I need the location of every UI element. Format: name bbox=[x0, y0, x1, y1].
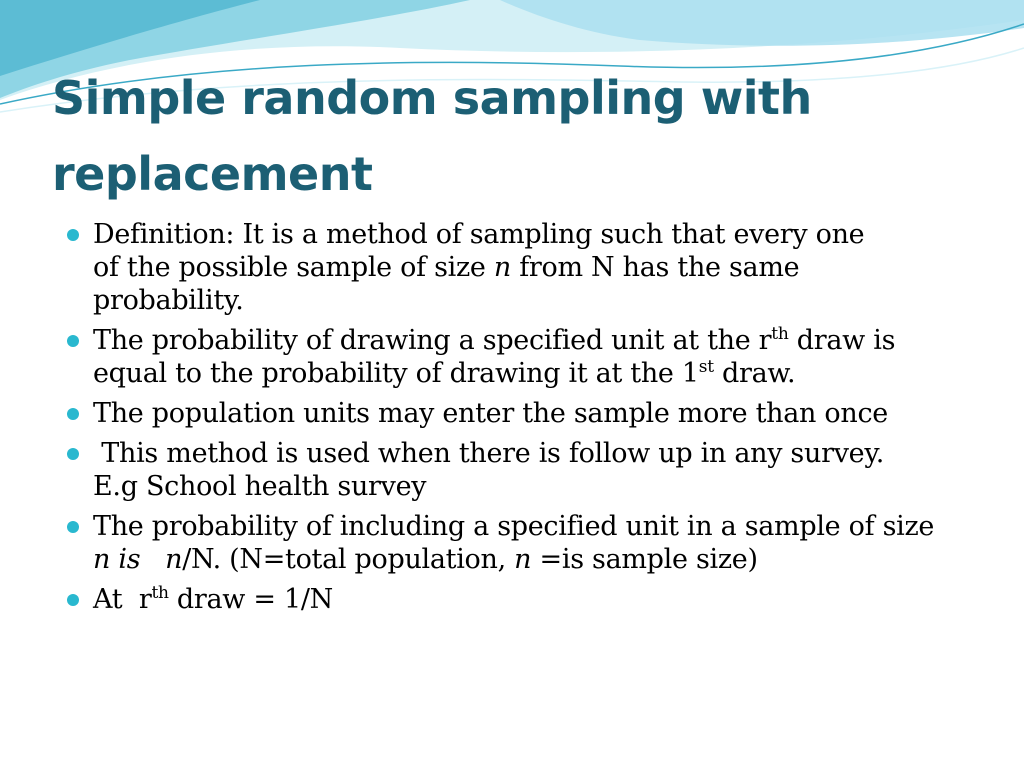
title-line-1: Simple random sampling with bbox=[52, 71, 812, 125]
italic-n: n bbox=[514, 544, 532, 575]
bullet-item-draw-probability bbox=[66, 324, 966, 390]
bullet-text: Definition: It is a method of sampling such that every one bbox=[93, 219, 865, 250]
bullet-text: draw is equal to the probability of drawing it at the 1 bbox=[93, 325, 896, 389]
bullet-text: /N. (N=total population, bbox=[182, 544, 515, 575]
superscript: th bbox=[771, 324, 789, 344]
bullet-item-definition bbox=[66, 218, 966, 317]
bullet-text: from N has the same bbox=[510, 252, 800, 283]
italic-n: n bbox=[493, 252, 511, 283]
bullet-icon bbox=[67, 521, 79, 533]
bullet-icon bbox=[67, 335, 79, 347]
bullet-list bbox=[66, 218, 966, 623]
bullet-icon bbox=[67, 408, 79, 420]
bullet-text: E.g School health survey bbox=[93, 471, 427, 502]
bullet-item-population-units bbox=[66, 397, 966, 430]
title-line-2: replacement bbox=[52, 147, 373, 201]
bullet-icon bbox=[67, 448, 79, 460]
bullet-text: The population units may enter the sample more than once bbox=[93, 398, 888, 429]
superscript: st bbox=[698, 357, 714, 377]
bullet-text: probability. bbox=[93, 285, 244, 316]
bullet-text: draw. bbox=[713, 358, 796, 389]
bullet-text: of the possible sample of size bbox=[93, 252, 494, 283]
bullet-icon bbox=[67, 229, 79, 241]
italic-text: n is n bbox=[93, 544, 183, 575]
bullet-item-rth-draw bbox=[66, 583, 966, 616]
bullet-text: This method is used when there is follow up in any survey. bbox=[101, 438, 884, 469]
superscript: th bbox=[151, 583, 169, 603]
bullet-text: The probability of including a specified unit in a sample of size bbox=[93, 511, 935, 542]
bullet-icon bbox=[67, 594, 79, 606]
bullet-text: The probability of drawing a specified unit at the r bbox=[93, 325, 772, 356]
bullet-item-inclusion-probability bbox=[66, 510, 966, 576]
bullet-item-follow-up bbox=[66, 437, 966, 503]
bullet-text: =is sample size) bbox=[531, 544, 758, 575]
slide-title bbox=[52, 60, 812, 212]
bullet-text: At r bbox=[93, 584, 152, 615]
bullet-text: draw = 1/N bbox=[168, 584, 334, 615]
